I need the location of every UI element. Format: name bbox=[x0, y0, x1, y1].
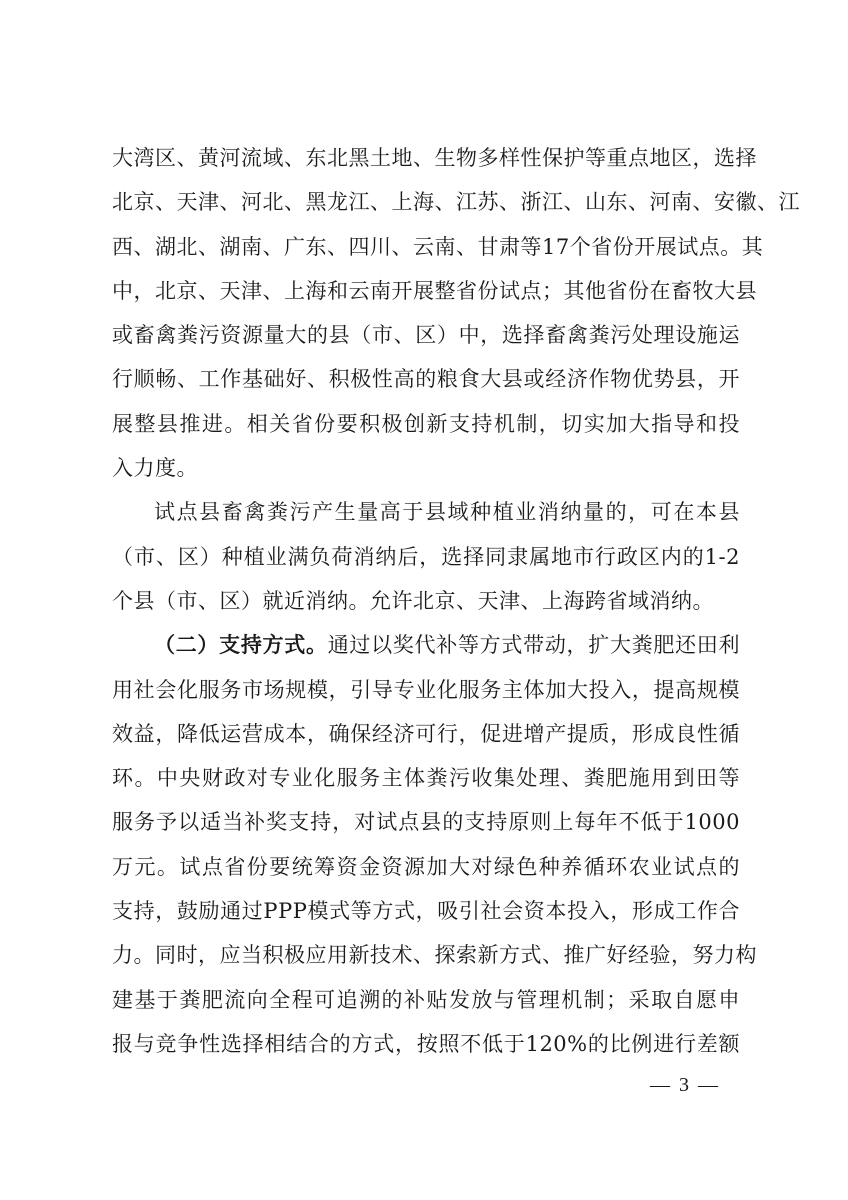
text-line: 支持，鼓励通过PPP模式等方式，吸引社会资本投入，形成工作合 bbox=[112, 899, 740, 924]
text-line: 个县（市、区）就近消纳。允许北京、天津、上海跨省域消纳。 bbox=[112, 588, 714, 613]
text-line: 或畜禽粪污资源量大的县（市、区）中，选择畜禽粪污处理设施运 bbox=[112, 323, 740, 348]
text-line: 万元。试点省份要统筹资金资源加大对绿色种养循环农业试点的 bbox=[112, 854, 740, 879]
page-number: — 3 — bbox=[650, 1074, 720, 1096]
section-heading-continuation: 通过以奖代补等方式带动，扩大粪肥还田利 bbox=[327, 633, 741, 658]
text-line: 大湾区、黄河流域、东北黑土地、生物多样性保护等重点地区，选择 bbox=[112, 146, 757, 170]
section-heading-line bbox=[112, 623, 740, 667]
text-line: 北京、天津、河北、黑龙江、上海、江苏、浙江、山东、河南、安徽、江 bbox=[112, 190, 800, 215]
text-line: 西、湖北、湖南、广东、四川、云南、甘肃等17个省份开展试点。其 bbox=[112, 234, 764, 259]
body-text bbox=[112, 136, 800, 1066]
text-line: 中，北京、天津、上海和云南开展整省份试点；其他省份在畜牧大县 bbox=[112, 278, 757, 303]
text-line: 效益，降低运营成本，确保经济可行，促进增产提质，形成良性循 bbox=[112, 721, 740, 746]
text-line: 报与竞争性选择相结合的方式，按照不低于120%的比例进行差额 bbox=[112, 1031, 740, 1056]
text-line: （市、区）种植业满负荷消纳后，选择同隶属地市行政区内的1-2 bbox=[112, 544, 740, 569]
text-line: 环。中央财政对专业化服务主体粪污收集处理、粪肥施用到田等 bbox=[112, 766, 740, 791]
text-line: 力。同时，应当积极应用新技术、探索新方式、推广好经验，努力构 bbox=[112, 943, 757, 968]
text-line: 服务予以适当补奖支持，对试点县的支持原则上每年不低于1000 bbox=[112, 810, 740, 835]
text-line: 建基于粪肥流向全程可追溯的补贴发放与管理机制；采取自愿申 bbox=[112, 987, 740, 1012]
text-line: 行顺畅、工作基础好、积极性高的粮食大县或经济作物优势县，开 bbox=[112, 367, 740, 392]
text-line: 展整县推进。相关省份要积极创新支持机制，切实加大指导和投 bbox=[112, 411, 740, 436]
text-line: 用社会化服务市场规模，引导专业化服务主体加大投入，提高规模 bbox=[112, 677, 740, 702]
section-heading: （二）支持方式。 bbox=[154, 633, 328, 658]
text-line: 试点县畜禽粪污产生量高于县域种植业消纳量的，可在本县 bbox=[154, 500, 740, 525]
text-line: 入力度。 bbox=[112, 456, 198, 481]
